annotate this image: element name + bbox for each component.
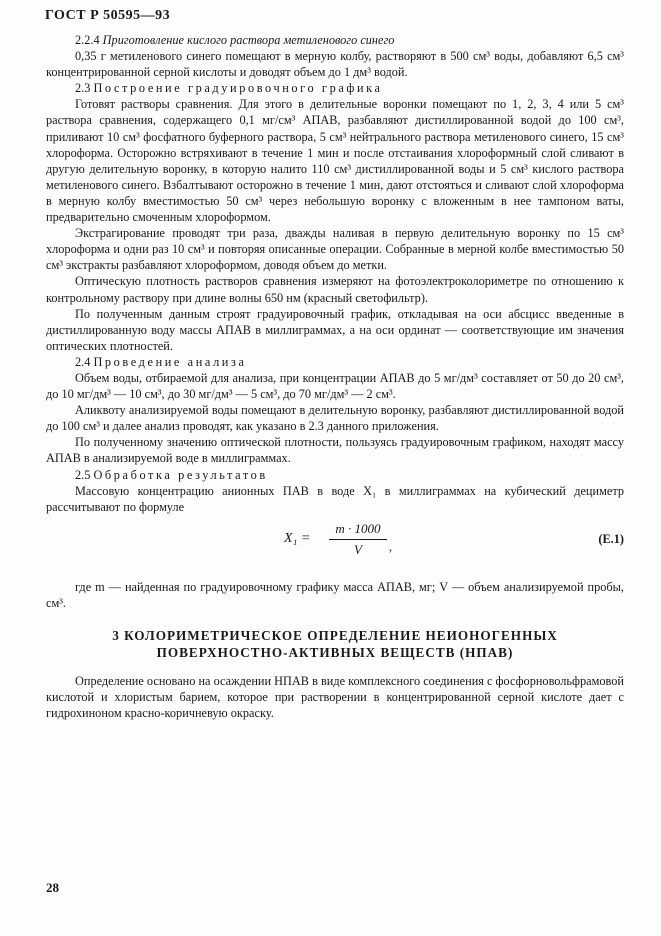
formula-number: (Е.1) <box>598 531 624 546</box>
section-title: Проведение анализа <box>93 354 247 369</box>
paragraph: Готовят растворы сравнения. Для этого в делительные воронки помещают по 1, 2, 3, 4 или 5 см³ раствора сравнения, содержащего 0,1 мг/см³ АПАВ, разбавляют дистиллированной водой до 100 см³, приливают 10 см³ фосфатного буферного раствора, 5 см³ нейтрального раствора метиленового синего, 15 см³ хлороформа. Осторожно встряхивают в течение 1 мин и после отстаивания хлороформный слой сливают в другую делительную воронку, в которую налито 110 см³ дистиллированной воды и 5 см³ кислого раствора метиленового синего. Взбалтывают осторожно в течение 1 мин, дают отстояться и сливают слой хлороформа в мерную колбу вместимостью 50 см³ через небольшую воронку с вложенным в нее тампоном ваты, предварительно смоченным хлороформом. <box>46 97 624 225</box>
section-title: Приготовление кислого раствора метиленового синего <box>102 33 395 47</box>
section-heading-2-2-4 <box>46 32 624 48</box>
paragraph: Массовую концентрацию анионных ПАВ в воде X₁ в миллиграммах на кубический дециметр рассчитывают по формуле <box>46 483 624 514</box>
section-number: 2.3 <box>75 81 91 96</box>
formula-e1 <box>46 521 624 579</box>
paragraph: где m — найденная по градуировочному графику масса АПАВ, мг; V — объем анализируемой пробы, см³. <box>46 579 624 610</box>
section-title: Построение градуировочного графика <box>93 81 383 96</box>
formula-comma: , <box>389 539 393 554</box>
paragraph: Объем воды, отбираемой для анализа, при концентрации АПАВ до 5 мг/дм³ составляет от 50 до 20 см³, до 10 мг/дм³ — 10 см³, до 30 мг/дм³ — 5 см³, до 70 мг/дм³ — 2 см³. <box>46 370 624 402</box>
document-header: ГОСТ Р 50595—93 <box>45 8 171 23</box>
paragraph: Определение основано на осаждении НПАВ в виде комплексного соединения с фосфорновольфрамовой кислотой и хлористым барием, которое при растворении в концентрированной серной кислоте дает с гидрохиноном красно-коричневую окраску. <box>46 674 624 721</box>
paragraph: Экстрагирование проводят три раза, дважды наливая в первую делительную воронку по 15 см³ хлороформа и одни раз 10 см³ и повторяя описанные операции. Собранные в мерной колбе вместимостью 50 см³ экстракты разбавляют хлороформом, доводя объем до метки. <box>46 226 624 273</box>
formula-denominator: V <box>354 541 362 557</box>
section-heading-3: 3 КОЛОРИМЕТРИЧЕСКОЕ ОПРЕДЕЛЕНИЕ НЕИОНОГЕННЫХ ПОВЕРХНОСТНО-АКТИВНЫХ ВЕЩЕСТВ (НПАВ) <box>112 628 558 660</box>
section-number: 2.5 <box>75 467 91 482</box>
paragraph: По полученному значению оптической плотности, пользуясь градуировочным графиком, находят массу АПАВ в анализируемой воде в миллиграммах. <box>46 435 624 466</box>
section-title: Обработка результатов <box>93 467 268 482</box>
section-heading-2-3 <box>46 80 624 96</box>
page-number: 28 <box>46 880 59 895</box>
section-number: 2.4 <box>75 354 91 369</box>
section-heading-2-4 <box>46 354 624 370</box>
paragraph: По полученным данным строят градуировочный график, откладывая на оси абсцисс введенные в дистиллированную воду массы АПАВ в миллиграммах, а на оси ординат — соответствующие им значения оптических плотностей. <box>46 306 624 353</box>
paragraph: 0,35 г метиленового синего помещают в мерную колбу, растворяют в 500 см³ воды, добавляют 6,5 см³ концентрированной серной кислоты и доводят объем до 1 дм³ водой. <box>46 49 624 80</box>
paragraph: Оптическую плотность растворов сравнения измеряют на фотоэлектроколориметре по отношению к контрольному раствору при длине волны 650 нм (красный светофильтр). <box>46 274 624 305</box>
section-heading-2-5 <box>46 467 624 483</box>
formula-fraction <box>329 521 387 558</box>
formula-lhs: X₁ = <box>284 530 311 546</box>
page-body <box>46 32 624 721</box>
paragraph: Аликвоту анализируемой воды помещают в делительную воронку, разбавляют дистиллированной водой до 100 см³ и далее анализ проводят, как указано в 2.3 данного приложения. <box>46 403 624 434</box>
formula-numerator: m · 1000 <box>329 521 387 540</box>
section-number: 2.2.4 <box>75 33 100 47</box>
